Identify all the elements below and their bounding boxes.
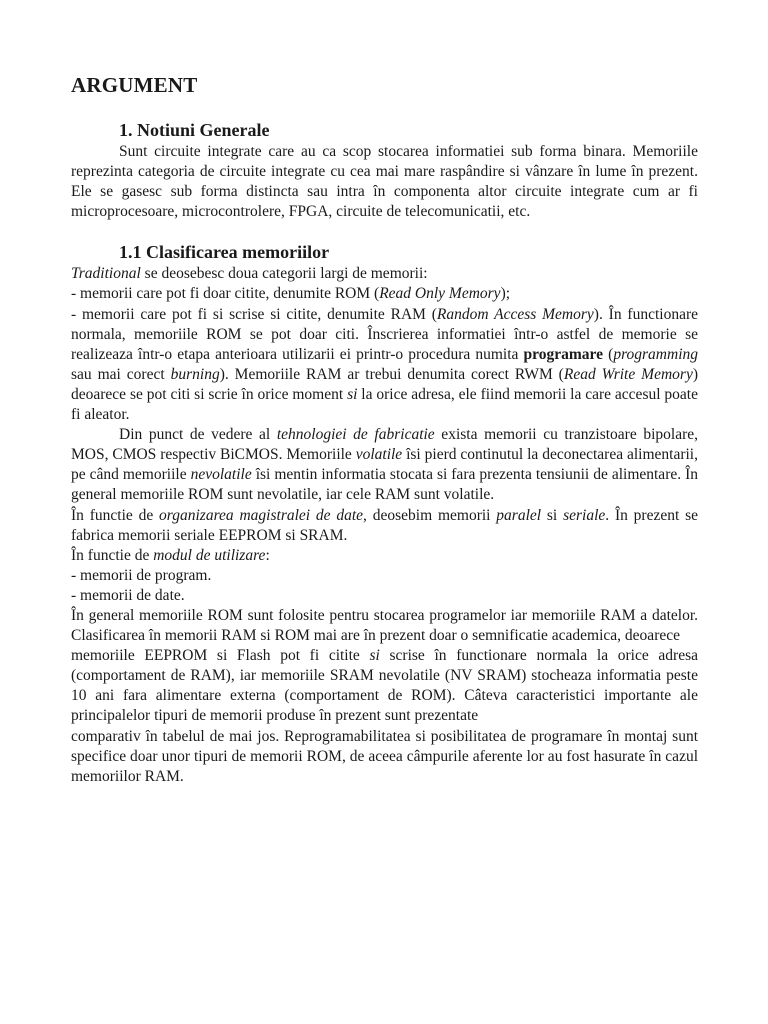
document-page: [71, 70, 698, 787]
ram-text-a: - memorii care pot fi si scrise si citite, denumite RAM (: [71, 305, 437, 323]
list-item-rom: [71, 284, 698, 304]
list-item-rom-text: - memorii care pot fi doar citite, denumite ROM (: [71, 285, 380, 303]
section-heading-notiuni-generale: 1. Notiuni Generale: [119, 120, 270, 140]
ram-text-d: sau mai corect: [71, 365, 171, 383]
ram-bold-programare: programare: [523, 345, 604, 363]
ram-text-f: ) deoarece se pot citi si scrie în orice moment: [71, 365, 699, 403]
comparison-paragraph: comparativ în tabelul de mai jos. Reprogramabilitatea si posibilitatea de programare în montaj sunt specifice doar unor tipuri de memorii ROM, de aceea câmpurile aferente lor au fost hasurate în cazul memoriilor RAM.: [71, 727, 698, 785]
tech-italic-3: nevolatile: [190, 466, 252, 484]
ram-italic-5: si: [347, 385, 358, 403]
usage-italic: modul de utilizare: [153, 546, 266, 564]
ram-text-e: ). Memoriile RAM ar trebui denumita corect RWM (: [219, 365, 564, 383]
bus-paragraph: [71, 506, 698, 546]
document-title: ARGUMENT: [71, 73, 198, 97]
ram-paragraph: [71, 305, 698, 426]
bus-text-a: În functie de: [71, 506, 160, 524]
ram-text-b: ). În functionare normala, memoriile ROM se pot doar citi. Înscrierea informatiei într-o astfel de memorie se realizeaza într-o etapa anterioara utilizarii ei printr-o procedura numita: [71, 305, 698, 363]
general-paragraph: În general memoriile ROM sunt folosite pentru stocarea programelor iar memoriile RAM a datelor. Clasificarea în memorii RAM si ROM mai are în prezent doar o semnificatie academica, deoarece: [71, 606, 698, 645]
bus-italic-3: seriale: [563, 506, 606, 524]
list-item-rom-italic: Read Only Memory: [379, 285, 501, 303]
ram-italic-4: Read Write Memory: [563, 365, 693, 383]
technology-paragraph: [71, 425, 698, 505]
tech-italic-1: tehnologiei de fabricatie: [276, 426, 435, 444]
ram-italic-3: burning: [170, 365, 220, 383]
ram-italic-1: Random Access Memory: [436, 305, 594, 323]
section-heading-clasificarea-memoriilor: 1.1 Clasificarea memoriilor: [119, 242, 330, 263]
eeprom-text-b: scrise în functionare normala la orice adresa (comportament de RAM), iar memoriile SRAM nevolatile (NV SRAM) stocheaza informatia peste 10 ani fara alimentare externa (comportament de ROM). Câteva caracteristici importante ale principalelor tipuri de memorii produse în prezent sunt prezentate: [71, 647, 698, 725]
eeprom-paragraph: [71, 646, 698, 726]
eeprom-italic: si: [369, 647, 380, 665]
bus-italic-2: paralel: [496, 506, 542, 524]
tech-italic-2: volatile: [355, 446, 403, 464]
bus-text-d: . În prezent se fabrica memorii seriale EEPROM si SRAM.: [71, 506, 699, 544]
intro-rest: se deosebesc doua categorii largi de memorii:: [140, 265, 428, 283]
bus-italic-1: organizarea magistralei de date: [159, 506, 364, 524]
usage-text-a: În functie de: [71, 546, 154, 564]
tech-text-a: Din punct de vedere al: [119, 426, 277, 444]
tech-text-d: îsi mentin informatia stocata si fara prezenta tensiunii de alimentare. În general memoriile ROM sunt nevolatile, iar cele RAM sunt volatile.: [71, 466, 699, 504]
ram-text-c: (: [603, 345, 614, 363]
section1-paragraph: Sunt circuite integrate care au ca scop stocarea informatiei sub forma binara. Memoriile reprezinta categoria de circuite integrate cu cea mai mare raspândire si vânzare în lume în prezent. Ele se gasesc sub forma distincta sau intra în componenta altor circuite integrate cum ar fi microprocesoare, microcontrolere, FPGA, circuite de telecomunicatii, etc.: [71, 143, 698, 221]
list-item-rom-end: );: [500, 285, 511, 303]
intro-paragraph: [71, 264, 698, 284]
section-spacer: [71, 222, 698, 240]
list-item-data-memory: - memorii de date.: [71, 586, 185, 604]
bus-text-b: , deosebim memorii: [363, 506, 497, 524]
bus-text-c: si: [541, 506, 564, 524]
list-item-program-memory: - memorii de program.: [71, 566, 212, 584]
tech-text-c: îsi pierd continutul la deconectarea alimentarii, pe când memoriile: [71, 446, 698, 484]
ram-text-g: la orice adresa, ele fiind memorii la care accesul poate fi aleator.: [71, 385, 698, 424]
ram-italic-2: programming: [613, 345, 698, 363]
eeprom-text-a: memoriile EEPROM si Flash pot fi citite: [71, 647, 370, 665]
usage-line: [71, 546, 698, 566]
tech-text-b: exista memorii cu tranzistoare bipolare, MOS, CMOS respectiv BiCMOS. Memoriile: [71, 426, 698, 464]
usage-text-b: :: [265, 546, 270, 564]
intro-italic-term: Traditional: [71, 265, 141, 283]
